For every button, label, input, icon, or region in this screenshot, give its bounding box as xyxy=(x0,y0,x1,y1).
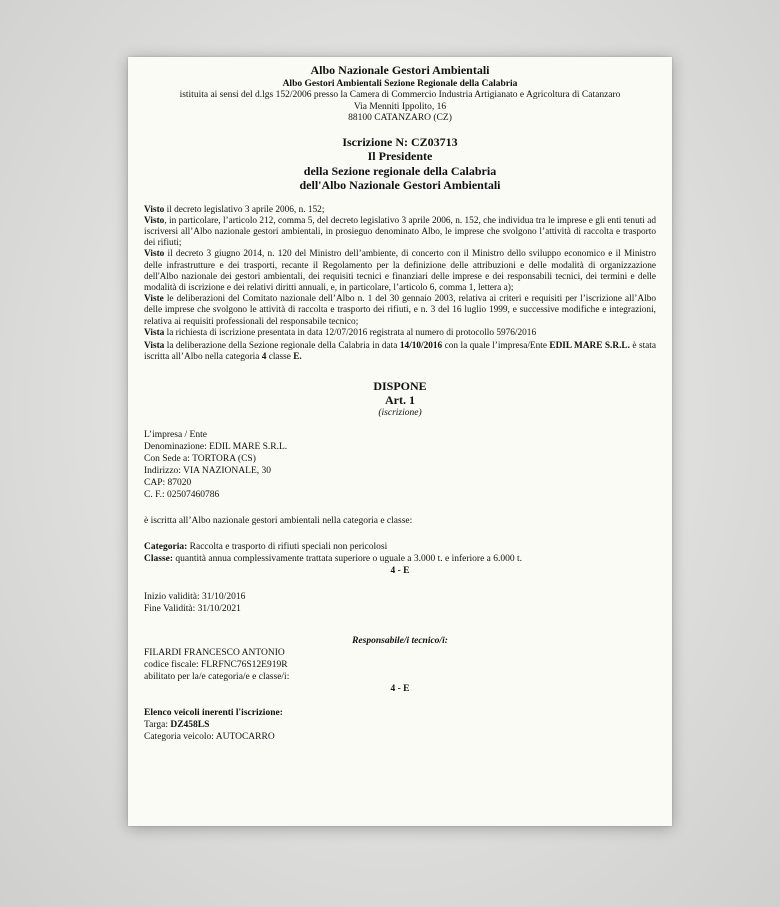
preamble-keyword: Viste xyxy=(144,294,164,305)
dispone-title: DISPONE xyxy=(373,379,427,394)
header-title: Albo Nazionale Gestori Ambientali xyxy=(310,63,490,77)
section-heading: della Sezione regionale della Calabria xyxy=(303,163,497,178)
class-line xyxy=(144,553,656,565)
dispone-section xyxy=(144,379,656,419)
preamble-text: le deliberazioni del Comitato nazionale dell’Albo n. 1 del 30 gennaio 2003, relativa ai criteri e requisiti per l’iscrizione all’Albo delle imprese che svolgono le attività di raccolta e trasporto dei rifiuti, e n. 3 del 16 luglio 1999, e successive modifiche e integrazioni, relativa ai requisiti professionali del responsabile tecnico; xyxy=(144,294,656,327)
preamble-item xyxy=(144,249,656,294)
preamble xyxy=(144,205,656,364)
company-address: Indirizzo: VIA NAZIONALE, 30 xyxy=(144,466,271,477)
preamble-item xyxy=(144,328,656,339)
manager-qualification: abilitato per la/e categoria/e e classe/i: xyxy=(144,672,290,683)
preamble-text: , in particolare, l’articolo 212, comma 5, del decreto legislativo 3 aprile 2006, n. 152, che individua tra le imprese e gli enti tenuti ad iscriversi all’Albo nazionale gestori ambientali, in prosieguo denominato Albo, le imprese che svolgono l’attività di raccolta e trasporto dei rifiuti; xyxy=(144,215,656,249)
validity-start: Inizio validità: 31/10/2016 xyxy=(144,592,246,603)
albo-heading: dell'Albo Nazionale Gestori Ambientali xyxy=(299,178,501,192)
preamble-item xyxy=(144,294,656,328)
category-class xyxy=(144,541,656,577)
preamble-text: la richiesta di iscrizione presentata in data 12/07/2016 registrata al numero di protocollo 5976/2016 xyxy=(164,327,537,338)
vehicle-plate: DZ458LS xyxy=(170,720,210,731)
preamble-text: il decreto 3 giugno 2014, n. 120 del Ministro dell’ambiente, di concerto con il Ministro dello sviluppo economico e il Ministro delle infrastrutture e dei trasporti, recante il Regolamento per la definizione delle attribuzioni e delle modalità di organizzazione dell'Albo nazionale dei gestori ambientali, dei requisiti tecnici e finanziari delle imprese e dei responsabili tecnici, dei termini e delle modalità di iscrizione e dei relativi diritti annuali, e, in particolare, l’articolo 6, comma 1, lettera a); xyxy=(144,249,656,293)
validity-end: Fine Validità: 31/10/2021 xyxy=(144,604,241,615)
preamble-keyword: Vista xyxy=(144,340,165,351)
certificate-page xyxy=(128,57,672,826)
preamble-item xyxy=(144,216,656,250)
header-city: 88100 CATANZARO (CZ) xyxy=(348,113,452,123)
registration-number: Iscrizione N: CZ03713 xyxy=(342,134,458,149)
preamble-text: il decreto legislativo 3 aprile 2006, n. 152; xyxy=(164,204,325,215)
header-subtitle: Albo Gestori Ambientali Sezione Regionale della Calabria xyxy=(282,79,518,89)
header-institution: istituita ai sensi del d.lgs 152/2006 presso la Camera di Commercio Industria Artigianato e Agricoltura di Catanzaro xyxy=(179,90,621,100)
class-value: quantità annua complessivamente trattata superiore o uguale a 3.000 t. e inferiore a 6.000 t. xyxy=(173,554,523,565)
company-name: EDIL MARE S.R.L. xyxy=(549,340,630,351)
vehicles xyxy=(144,707,656,743)
company-cap: CAP: 87020 xyxy=(144,478,192,489)
preamble-item xyxy=(144,205,656,216)
company-seat: Con Sede a: TORTORA (CS) xyxy=(144,454,256,465)
president-heading: Il Presidente xyxy=(367,149,433,163)
technical-managers xyxy=(144,635,656,695)
article-subtitle: (iscrizione) xyxy=(378,408,422,419)
company-line: L’impresa / Ente xyxy=(144,430,207,441)
registration-statement-text: è iscritta all’Albo nazionale gestori ambientali nella categoria e classe: xyxy=(144,516,413,527)
category-code: 4 - E xyxy=(390,566,410,577)
vehicle-plate-label: Targa: xyxy=(144,720,171,731)
preamble-keyword: Visto xyxy=(144,215,165,226)
vehicle-category: Categoria veicolo: AUTOCARRO xyxy=(144,732,275,743)
registration-heading xyxy=(144,135,656,193)
document-header xyxy=(144,63,656,125)
preamble-text: la deliberazione della Sezione regionale della Calabria in data xyxy=(164,340,400,351)
category-value: Raccolta e trasporto di rifiuti speciali non pericolosi xyxy=(187,542,388,553)
preamble-text: classe xyxy=(266,352,294,363)
preamble-text: con la quale l’impresa/Ente xyxy=(442,340,550,351)
class-letter: E. xyxy=(293,352,302,363)
preamble-keyword: Visto xyxy=(144,204,165,215)
category-label: Categoria: xyxy=(144,542,188,553)
manager-category-code: 4 - E xyxy=(390,684,410,695)
validity xyxy=(144,591,656,615)
registration-statement xyxy=(144,515,656,527)
vehicle-plate-line xyxy=(144,719,656,731)
preamble-text: è stata iscritta all’Albo nella categoria xyxy=(144,340,656,363)
manager-tax-code: codice fiscale: FLRFNC76S12E919R xyxy=(144,660,288,671)
deliberation-date: 14/10/2016 xyxy=(399,340,443,351)
technical-managers-title: Responsabile/i tecnico/i: xyxy=(352,636,448,647)
company-tax-code: C. F.: 02507460786 xyxy=(144,490,220,501)
category-line xyxy=(144,541,656,553)
preamble-keyword: Vista xyxy=(144,327,165,338)
company-name-line: Denominazione: EDIL MARE S.R.L. xyxy=(144,442,288,453)
class-label: Classe: xyxy=(144,554,174,565)
preamble-item-deliberation xyxy=(144,341,656,363)
manager-name: FILARDI FRANCESCO ANTONIO xyxy=(144,648,285,659)
category-number: 4 xyxy=(261,352,267,363)
article-title: Art. 1 xyxy=(385,393,415,408)
header-street: Via Menniti Ippolito, 16 xyxy=(353,101,447,112)
vehicles-title: Elenco veicoli inerenti l'iscrizione: xyxy=(144,708,283,719)
preamble-keyword: Visto xyxy=(144,249,165,260)
company-details xyxy=(144,429,656,501)
